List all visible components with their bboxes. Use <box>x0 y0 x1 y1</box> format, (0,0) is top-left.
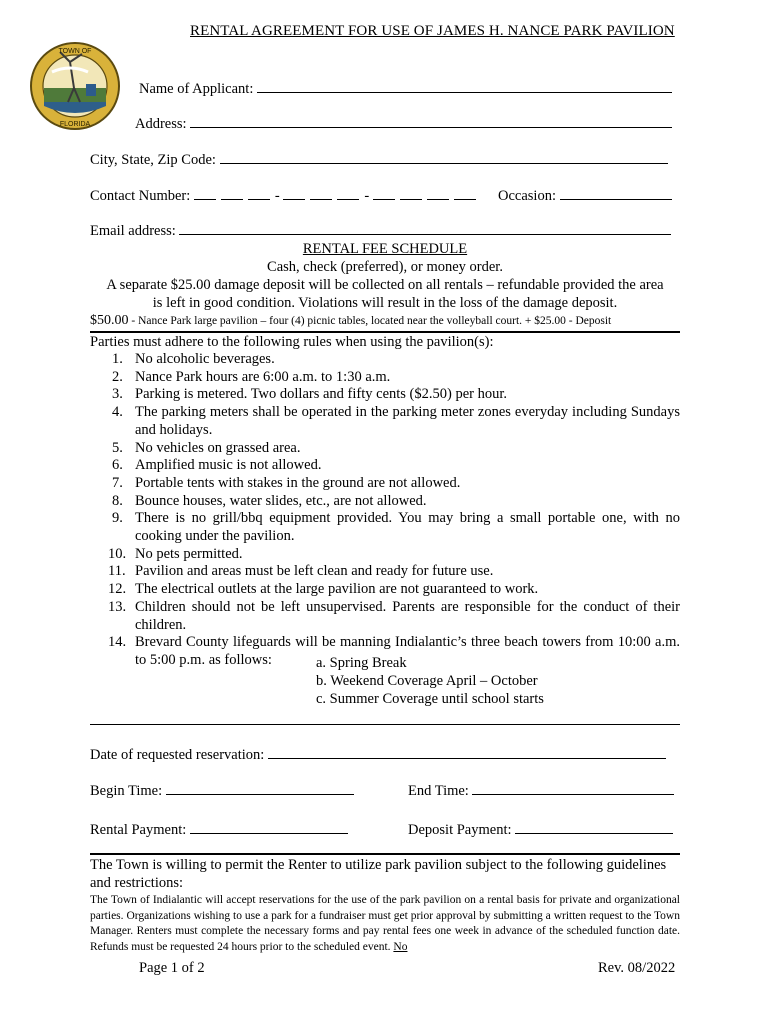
reservation-date-label: Date of requested reservation: <box>90 747 265 763</box>
address-label: Address: <box>135 116 187 132</box>
reservation-date-row <box>90 744 666 764</box>
phone-digit-blank[interactable] <box>337 185 359 200</box>
rules-intro: Parties must adhere to the following rules when using the pavilion(s): <box>90 334 494 350</box>
deposit-payment-field[interactable] <box>515 819 673 834</box>
city-state-zip-field[interactable] <box>220 149 668 164</box>
rule-item: 7. Portable tents with stakes in the ground are not allowed. <box>112 474 461 491</box>
svg-text:FLORIDA: FLORIDA <box>59 121 91 128</box>
end-time-label: End Time: <box>408 783 469 799</box>
city-state-zip-row <box>90 149 668 169</box>
svg-text:TOWN OF: TOWN OF <box>58 48 92 55</box>
guidelines-body <box>90 893 680 955</box>
phone-digit-blank[interactable] <box>454 185 476 200</box>
divider <box>90 724 680 725</box>
rule-item: 6. Amplified music is not allowed. <box>112 457 322 474</box>
deposit-note-line1: A separate $25.00 damage deposit will be collected on all rentals – refundable provided the area <box>106 277 664 293</box>
guidelines-text-tail: No <box>393 940 408 953</box>
email-label: Email address: <box>90 223 176 239</box>
fee-amount: $50.00 <box>90 313 129 328</box>
email-field[interactable] <box>179 220 671 235</box>
contact-number-row: Contact Number: - - <box>90 185 481 205</box>
name-of-applicant-row <box>139 78 672 98</box>
rental-payment-label: Rental Payment: <box>90 822 187 838</box>
occasion-field[interactable] <box>560 185 672 200</box>
begin-time-field[interactable] <box>166 780 354 795</box>
phone-digit-blank[interactable] <box>400 185 422 200</box>
phone-digit-blank[interactable] <box>283 185 305 200</box>
deposit-note-line2: is left in good condition. Violations will result in the loss of the damage deposit. <box>152 295 618 311</box>
city-state-zip-label: City, State, Zip Code: <box>90 152 216 168</box>
lifeguard-sub-c: c. Summer Coverage until school starts <box>316 691 544 707</box>
revision-date: Rev. 08/2022 <box>598 960 676 976</box>
phone-digit-blank[interactable] <box>373 185 395 200</box>
phone-digit-blank[interactable] <box>221 185 243 200</box>
rule-item: 11. Pavilion and areas must be left clean and ready for future use. <box>108 563 494 580</box>
guidelines-text: The Town of Indialantic will accept reservations for the use of the park pavilion on a rental basis for private and organizational parties. Organizations wishing to use a park for a fundraiser must get prior approval by submitting a written request to the Town Manager. Renters must complete the necessary forms and pay rental fees one week in advance of the scheduled function date. Refunds must be requested 24 hours prior to the scheduled event. <box>90 894 680 953</box>
page-title: RENTAL AGREEMENT FOR USE OF JAMES H. NANCE PARK PAVILION <box>190 23 675 39</box>
rental-payment-row <box>90 819 348 839</box>
address-row <box>135 113 672 133</box>
rule-item: 1. No alcoholic beverages. <box>112 351 275 367</box>
rental-payment-field[interactable] <box>190 819 348 834</box>
rules-list <box>90 351 680 670</box>
name-of-applicant-label: Name of Applicant: <box>139 81 254 97</box>
town-seal-logo <box>30 42 120 130</box>
phone-digit-blank[interactable] <box>427 185 449 200</box>
rule-item: 13. Children should not be left unsupervised. Parents are responsible for the conduct of their children. <box>108 598 680 633</box>
fee-description: - Nance Park large pavilion – four (4) picnic tables, located near the volleyball court. + $25.00 - Deposit <box>128 315 612 327</box>
end-time-field[interactable] <box>472 780 674 795</box>
name-of-applicant-field[interactable] <box>257 78 672 93</box>
rule-item: 14. Brevard County lifeguards will be manning Indialantic’s three beach towers from 10:00 a.m. to 5:00 p.m. as follows: <box>108 634 680 668</box>
fee-line <box>90 313 611 329</box>
deposit-payment-row <box>408 819 673 839</box>
rule-item: 3. Parking is metered. Two dollars and fifty cents ($2.50) per hour. <box>112 386 508 403</box>
rule-item: 2. Nance Park hours are 6:00 a.m. to 1:30 a.m. <box>112 368 391 385</box>
occasion-label: Occasion: <box>498 188 556 204</box>
address-field[interactable] <box>190 113 672 128</box>
contact-number-label: Contact Number: <box>90 188 191 204</box>
email-row <box>90 220 671 240</box>
rule-item: 10. No pets permitted. <box>108 545 243 562</box>
divider <box>90 853 680 855</box>
rule-item: 12. The electrical outlets at the large pavilion are not guaranteed to work. <box>108 581 539 598</box>
end-time-row <box>408 780 674 800</box>
reservation-date-field[interactable] <box>268 744 666 759</box>
begin-time-row <box>90 780 354 800</box>
phone-digit-blank[interactable] <box>248 185 270 200</box>
lifeguard-sub-b: b. Weekend Coverage April – October <box>316 673 538 689</box>
begin-time-label: Begin Time: <box>90 783 163 799</box>
guidelines-heading: The Town is willing to permit the Renter to utilize park pavilion subject to the following guidelines and restrictions: <box>90 857 667 891</box>
fee-schedule-heading: RENTAL FEE SCHEDULE <box>302 241 468 257</box>
deposit-payment-label: Deposit Payment: <box>408 822 512 838</box>
rule-item: 8. Bounce houses, water slides, etc., are not allowed. <box>112 492 427 509</box>
occasion-row <box>498 185 672 205</box>
phone-digit-blank[interactable] <box>310 185 332 200</box>
rule-item: 4. The parking meters shall be operated in the parking meter zones everyday including Sundays and holidays. <box>112 404 680 438</box>
rule-item: 5. No vehicles on grassed area. <box>112 439 301 456</box>
page-number: Page 1 of 2 <box>139 960 205 976</box>
divider <box>90 331 680 333</box>
phone-digit-blank[interactable] <box>194 185 216 200</box>
rule-item: 9. There is no grill/bbq equipment provided. You may bring a small portable one, with no cooking under the pavilion. <box>112 510 680 545</box>
payment-methods: Cash, check (preferred), or money order. <box>267 259 503 275</box>
lifeguard-sub-a: a. Spring Break <box>316 655 407 671</box>
